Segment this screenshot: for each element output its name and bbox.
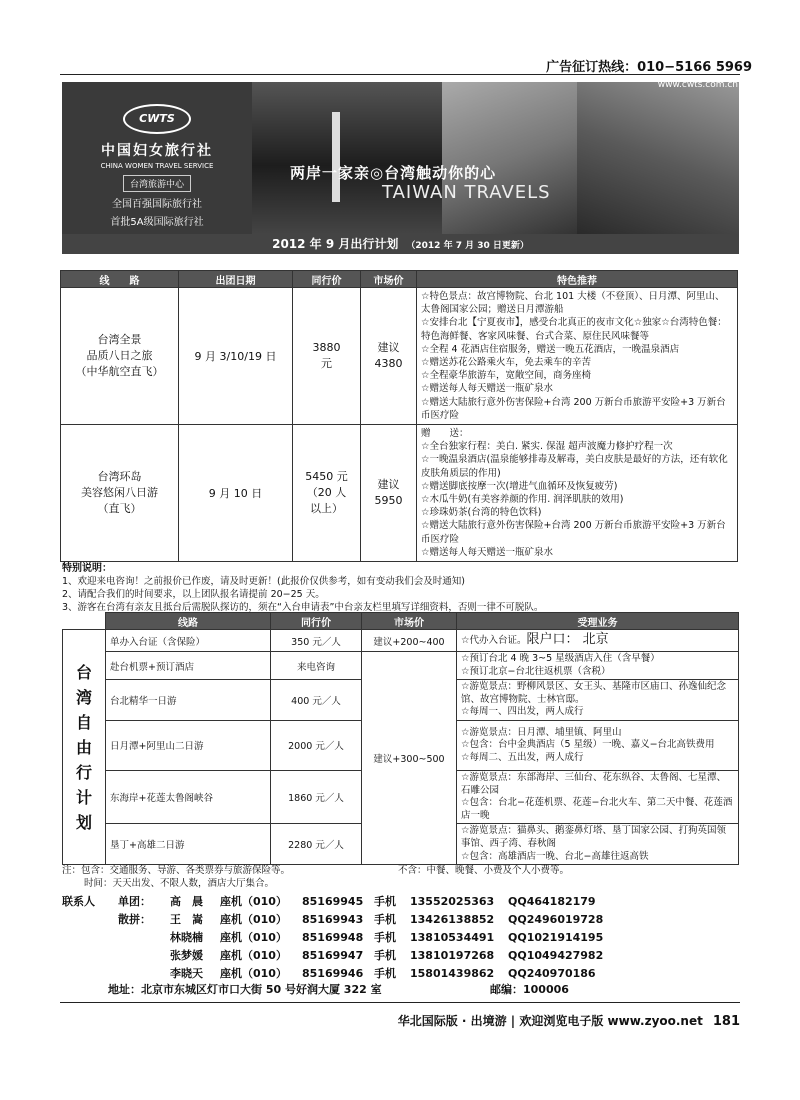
price-line: 3880: [312, 341, 341, 355]
feature-item: ☆赠送每人每天赠送一瓶矿泉水: [421, 383, 554, 395]
contact-mobile: 13810534491: [410, 931, 495, 944]
plan-title-bar: [62, 234, 739, 254]
table-header-row: [63, 613, 739, 630]
agency-logo-block: [62, 82, 252, 234]
feature-item: 赠 送：: [421, 428, 469, 440]
feature-item: ☆特色景点：故宫博物院、台北 101 大楼（不登顶）、日月潭、阿里山、太鲁阁国家公园；赠送日月潭游船: [421, 291, 725, 316]
bottom-divider: [60, 1002, 740, 1003]
business-cell: [457, 720, 739, 770]
market-price: 建议+300~500: [362, 652, 457, 865]
footer-text: 华北国际版 · 出境游 | 欢迎浏览电子版 www.zyoo.net: [397, 1014, 703, 1028]
features-cell: [417, 288, 738, 425]
header-banner: [62, 82, 739, 234]
contact-qq: QQ1021914195: [508, 931, 604, 944]
landline-label: 座机（010）: [220, 931, 287, 944]
biz-line: ☆游览景点：东部海岸、三仙台、花东纵谷、太鲁阁、七星潭、石雕公园: [461, 771, 727, 796]
contact-list: [62, 893, 742, 983]
market-line: 4380: [374, 357, 403, 371]
plan-title: 2012 年 9 月出行计划: [272, 237, 399, 251]
market-cell: [361, 288, 417, 425]
excludes-note: 不含：中餐、晚餐、小费及个人小费等。: [398, 865, 570, 876]
col-price: 同行价: [293, 271, 361, 288]
mobile-label: 手机: [374, 913, 396, 926]
banner-slogan-english: TAIWAN TRAVELS: [382, 182, 551, 203]
top-divider: [60, 74, 740, 75]
contact-name: 林晓楠: [170, 931, 203, 944]
postcode: 邮编：100006: [490, 983, 569, 996]
feature-item: ☆一晚温泉酒店(温泉能够排毒及解毒，美白皮肤是最好的方法，还有软化皮肤角质层的作用): [421, 454, 728, 479]
route-name: 赴台机票+预订酒店: [106, 652, 271, 680]
business-cell: [457, 824, 739, 865]
contact-row: [62, 929, 742, 947]
business-cell: [457, 652, 739, 680]
free-travel-table: [62, 612, 739, 865]
banner-slogan: 两岸一家亲◎台湾触动你的心: [290, 164, 497, 182]
feature-item: ☆木瓜牛奶(有美容养颜的作用. 润泽肌肤的效用): [421, 494, 624, 506]
note-item: 1、欢迎来电咨询！之前报价已作废，请及时更新！(此报价仅供参考，如有变动我们会及时通知): [62, 576, 465, 587]
biz-line: ☆预订台北 4 晚 3~5 星级酒店入住（含早餐）: [461, 653, 660, 664]
landline-label: 座机（010）: [220, 967, 287, 980]
biz-visa-limit: 限户口： 北京: [526, 631, 609, 647]
contact-name: 高 晨: [170, 895, 203, 908]
includes-note: 注：包含：交通服务、导游、各类票券与旅游保险等。: [62, 865, 291, 876]
route-price: 400 元／人: [271, 680, 362, 721]
biz-line: ☆预订北京−台北往返机票（含税）: [461, 665, 611, 677]
feature-item: ☆全程豪华旅游车，宽敞空间，商务座椅: [421, 370, 592, 382]
feature-item: ☆全程 4 花酒店住宿服务，赠送一晚五花酒店，一晚温泉酒店: [421, 343, 680, 355]
route-cell: [61, 425, 179, 562]
contact-phone: 85169943: [302, 913, 364, 926]
side-char: 自: [75, 712, 92, 732]
contact-mobile: 13426138852: [410, 913, 495, 926]
individual-label: 散拼：: [118, 913, 151, 926]
landline-label: 座机（010）: [220, 895, 287, 908]
col-date: 出团日期: [179, 271, 293, 288]
contact-phone: 85169948: [302, 931, 364, 944]
route-line: 台湾环岛: [97, 470, 142, 484]
feature-item: ☆赠送大陆旅行意外伤害保险+台湾 200 万新台币旅游平安险+3 万新台币医疗险: [421, 396, 726, 421]
taipei-101-tower-shape: [332, 112, 340, 202]
feature-item: ☆全台独家行程：美白. 紧实. 保湿 超声波魔力修护疗程一次: [421, 441, 673, 453]
free-travel-footnote: [62, 864, 739, 890]
table-row: [61, 288, 738, 425]
notes-title: 特别说明：: [62, 563, 112, 574]
side-char: 由: [75, 737, 92, 757]
agency-english-name: CHINA WOMEN TRAVEL SERVICE: [100, 162, 214, 170]
feature-item: ☆安排台北【宁夏夜市】，感受台北真正的夜市文化☆独家☆台湾特色餐：特色海鲜餐、客家风味餐、台式合菜、原住民风味餐等: [421, 317, 727, 342]
page-number: 181: [712, 1014, 740, 1029]
landline-label: 座机（010）: [220, 949, 287, 962]
contact-phone: 85169946: [302, 967, 364, 980]
route-price: 来电咨询: [271, 652, 362, 680]
biz-line: ☆游览景点：野柳风景区、女王头、基隆市区庙口、孙逸仙纪念馆、故宫博物院、士林官邸。: [461, 681, 727, 705]
route-name: 垦丁+高雄二日游: [106, 824, 271, 865]
mobile-label: 手机: [374, 895, 396, 908]
route-line: 品质八日之旅: [86, 349, 153, 363]
special-notes: [62, 562, 742, 614]
price-line: 以上）: [310, 502, 343, 516]
biz-line: ☆每周二、五出发，两人成行: [461, 751, 584, 763]
agency-credential: 全国百强国际旅行社: [112, 199, 202, 210]
price-line: 5450 元: [305, 470, 348, 484]
market-line: 建议: [377, 341, 400, 355]
contact-label: 联系人: [62, 895, 95, 908]
route-price: 1860 元／人: [271, 770, 362, 823]
table-row: [61, 425, 738, 562]
route-line: （直飞）: [97, 502, 142, 516]
route-line: 美容悠闲八日游: [81, 486, 158, 500]
table-row: [63, 630, 739, 652]
route-price: 2280 元／人: [271, 824, 362, 865]
business-cell: [457, 630, 739, 652]
landline-label: 座机（010）: [220, 913, 287, 926]
note-item: 3、游客在台湾有亲友且抵台后需脱队探访的，须在“入台申请表”中台亲友栏里填写详细资料，否则一律不可脱队。: [62, 602, 544, 613]
rock-formation-photo: [442, 82, 577, 234]
price-cell: [293, 425, 361, 562]
contact-qq: QQ240970186: [508, 967, 596, 980]
mobile-label: 手机: [374, 931, 396, 944]
side-char: 计: [75, 787, 92, 807]
contact-row: [62, 947, 742, 965]
contact-mobile: 13810197268: [410, 949, 495, 962]
feature-item: ☆赠送每人每天赠送一瓶矿泉水: [421, 546, 554, 558]
office-address: 地址：北京市东城区灯市口大街 50 号好润大厦 322 室: [108, 983, 382, 996]
market-line: 5950: [374, 494, 403, 508]
col-market: 市场价: [362, 613, 457, 630]
biz-line: ☆包含：台北−花莲机票、花莲−台北火车、第二天中餐、花莲酒店一晚: [461, 797, 733, 821]
market-cell: [361, 425, 417, 562]
date-cell: 9 月 3/10/19 日: [179, 288, 293, 425]
time-note: 时间：天天出发、不限人数，酒店大厅集合。: [84, 878, 275, 889]
business-cell: [457, 680, 739, 721]
cwts-logo-icon: CWTS: [123, 104, 191, 134]
price-cell: [293, 288, 361, 425]
mobile-label: 手机: [374, 967, 396, 980]
header-spacer: [63, 613, 106, 630]
group-label: 单团：: [118, 895, 151, 908]
note-item: 2、请配合我们的时间要求，以上团队报名请提前 20−25 天。: [62, 589, 325, 600]
side-char: 湾: [75, 687, 92, 707]
route-line: （中华航空直飞）: [75, 365, 164, 379]
biz-visa: ☆代办入台证。: [461, 634, 527, 646]
contact-mobile: 15801439862: [410, 967, 495, 980]
feature-item: ☆珍珠奶茶(台湾的特色饮料): [421, 507, 542, 519]
contact-row: [62, 911, 742, 929]
price-line: （20 人: [306, 486, 347, 500]
col-market: 市场价: [361, 271, 417, 288]
side-char: 行: [75, 762, 92, 782]
date-cell: 9 月 10 日: [179, 425, 293, 562]
route-name: 日月潭+阿里山二日游: [106, 720, 271, 770]
biz-line: ☆游览景点：猫鼻头、鹅銮鼻灯塔、垦丁国家公园、打狗英国领事馆、西子湾、春秋阁: [461, 825, 727, 849]
feature-item: ☆赠送脚底按摩一次(增进气血循环及恢复疲劳): [421, 480, 618, 492]
col-features: 特色推荐: [417, 271, 738, 288]
market-line: 建议: [377, 478, 400, 492]
biz-line: ☆游览景点：日月潭、埔里镇、阿里山: [461, 726, 622, 738]
route-cell: [61, 288, 179, 425]
contact-mobile: 13552025363: [410, 895, 495, 908]
contact-qq: QQ464182179: [508, 895, 596, 908]
contact-qq: QQ2496019728: [508, 913, 604, 926]
side-char: 台: [75, 662, 92, 682]
table-header-row: [61, 271, 738, 288]
col-business: 受理业务: [457, 613, 739, 630]
route-price: 2000 元／人: [271, 720, 362, 770]
route-name: 东海岸+花莲太鲁阁峡谷: [106, 770, 271, 823]
page-footer: [398, 1012, 740, 1029]
biz-line: ☆包含：台中金典酒店（5 星级）一晚、嘉义−台北高铁费用: [461, 739, 715, 751]
contact-name: 张梦媛: [170, 949, 203, 962]
ad-hotline: 广告征订热线：010−5166 5969: [546, 60, 752, 75]
biz-line: ☆每周一、四出发，两人成行: [461, 706, 584, 718]
group-tour-table: [60, 270, 738, 562]
agency-name: 中国妇女旅行社: [101, 143, 213, 159]
contact-name: 李晓天: [170, 967, 203, 980]
side-char: 划: [75, 812, 92, 832]
route-line: 台湾全景: [97, 333, 142, 347]
col-route: 线路: [106, 613, 271, 630]
feature-item: ☆赠送大陆旅行意外伤害保险+台湾 200 万新台币旅游平安险+3 万新台币医疗险: [421, 520, 726, 545]
plan-updated: （2012 年 7 月 30 日更新）: [406, 241, 529, 251]
col-route: 线 路: [61, 271, 179, 288]
mobile-label: 手机: [374, 949, 396, 962]
contact-name: 王 嵩: [170, 913, 203, 926]
agency-credential: 首批5A级国际旅行社: [110, 217, 204, 228]
biz-line: ☆包含：高雄酒店一晚、台北−高雄往返高铁: [461, 850, 649, 862]
taiwan-center-label: 台湾旅游中心: [123, 175, 191, 192]
route-price: 350 元／人: [271, 630, 362, 652]
features-cell: [417, 425, 738, 562]
contact-phone: 85169947: [302, 949, 364, 962]
route-name: 台北精华一日游: [106, 680, 271, 721]
contact-phone: 85169945: [302, 895, 364, 908]
route-name: 单办入台证（含保险）: [106, 630, 271, 652]
coastal-cliff-photo: [577, 82, 739, 234]
free-travel-side-title: [63, 630, 106, 865]
contact-qq: QQ1049427982: [508, 949, 604, 962]
col-price: 同行价: [271, 613, 362, 630]
business-cell: [457, 770, 739, 823]
contact-row: [62, 893, 742, 911]
market-price: 建议+200~400: [362, 630, 457, 652]
feature-item: ☆赠送苏花公路乘火车，免去乘车的辛苦: [421, 357, 592, 369]
price-line: 元: [321, 357, 332, 371]
table-row: [63, 652, 739, 680]
agency-website: www.cwts.com.cn: [657, 80, 738, 90]
taipei-101-photo: [252, 82, 442, 234]
